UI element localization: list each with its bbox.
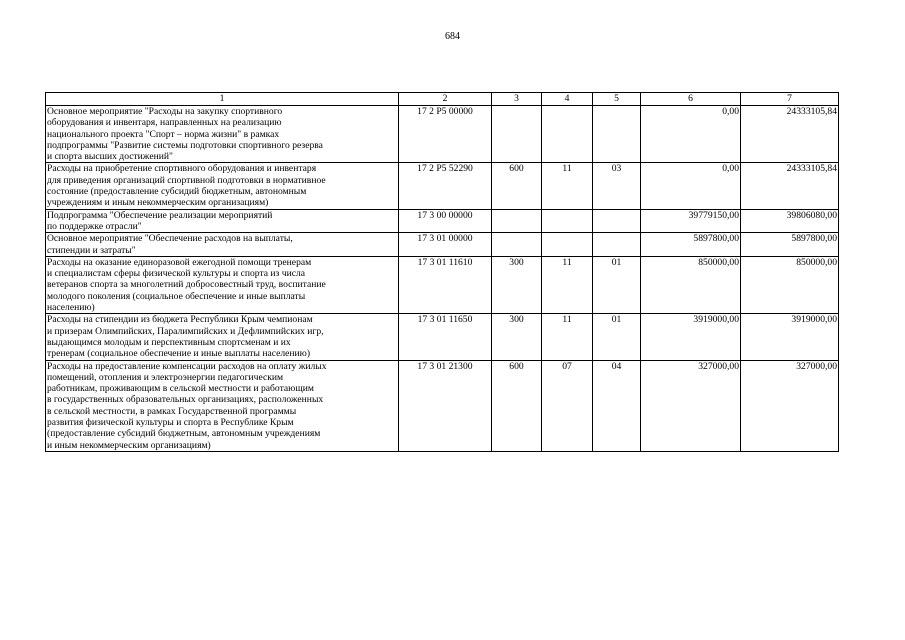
- row-section: [542, 209, 593, 233]
- row-expense-type: 600: [492, 360, 542, 451]
- header-col-7: 7: [741, 93, 839, 106]
- row-section: 07: [542, 360, 593, 451]
- row-amount-2: 327000,00: [741, 360, 839, 451]
- row-name: Основное мероприятие "Расходы на закупку спортивного оборудования и инвентаря, направленных на реализацию национального проекта "Спорт – норма жизни" в рамках подпрограммы "Развитие системы подготовки спортивного резерва и спорта высших достижений": [46, 106, 399, 163]
- row-name: Расходы на приобретение спортивного оборудования и инвентаря для приведения организаций спортивной подготовки в нормативное состояние (предоставление субсидий бюджетным, автономным учреждениям и иным некоммерческим организациям): [46, 163, 399, 209]
- budget-table: [45, 92, 839, 452]
- row-amount-2: 24333105,84: [741, 106, 839, 163]
- table-row: [46, 106, 839, 163]
- row-name: Расходы на предоставление компенсации расходов на оплату жилых помещений, отопления и электроэнергии педагогическим работникам, проживающим в сельской местности и работающим в государственных образовательных организациях, расположенных в сельской местности, в рамках Государственной программы развития физической культуры и спорта в Республике Крым (предоставление субсидий бюджетным, автономным учреждениям и иным некоммерческим организациям): [46, 360, 399, 451]
- row-expense-type: [492, 209, 542, 233]
- page-number: 684: [445, 31, 460, 42]
- row-amount-1: 0,00: [641, 163, 741, 209]
- table-row: [46, 233, 839, 257]
- row-subsection: 03: [593, 163, 641, 209]
- row-subsection: 04: [593, 360, 641, 451]
- row-amount-2: 24333105,84: [741, 163, 839, 209]
- table-row: [46, 163, 839, 209]
- row-target-code: 17 3 00 00000: [399, 209, 492, 233]
- row-expense-type: [492, 106, 542, 163]
- row-name: Основное мероприятие "Обеспечение расходов на выплаты, стипендии и затраты": [46, 233, 399, 257]
- row-name: Расходы на оказание единоразовой ежегодной помощи тренерам и специалистам сферы физической культуры и спорта из числа ветеранов спорта за многолетний добросовестный труд, воспитание молодого поколения (социальное обеспечение и иные выплаты населению): [46, 256, 399, 313]
- row-target-code: 17 3 01 00000: [399, 233, 492, 257]
- header-col-6: 6: [641, 93, 741, 106]
- row-amount-1: 0,00: [641, 106, 741, 163]
- row-target-code: 17 3 01 11610: [399, 256, 492, 313]
- header-col-5: 5: [593, 93, 641, 106]
- table-row: [46, 360, 839, 451]
- row-subsection: 01: [593, 314, 641, 360]
- row-section: [542, 106, 593, 163]
- row-expense-type: 300: [492, 314, 542, 360]
- row-amount-1: 39779150,00: [641, 209, 741, 233]
- row-section: 11: [542, 163, 593, 209]
- header-col-4: 4: [542, 93, 593, 106]
- header-row: [46, 93, 839, 106]
- row-expense-type: 600: [492, 163, 542, 209]
- row-section: 11: [542, 256, 593, 313]
- row-expense-type: [492, 233, 542, 257]
- row-target-code: 17 2 P5 52290: [399, 163, 492, 209]
- row-target-code: 17 2 P5 00000: [399, 106, 492, 163]
- table-row: [46, 256, 839, 313]
- row-amount-2: 850000,00: [741, 256, 839, 313]
- header-col-3: 3: [492, 93, 542, 106]
- row-amount-1: 327000,00: [641, 360, 741, 451]
- row-name: Подпрограмма "Обеспечение реализации мероприятий по поддержке отрасли": [46, 209, 399, 233]
- row-subsection: [593, 209, 641, 233]
- table-row: [46, 209, 839, 233]
- row-section: [542, 233, 593, 257]
- header-col-1: 1: [46, 93, 399, 106]
- row-amount-2: 39806080,00: [741, 209, 839, 233]
- row-subsection: [593, 106, 641, 163]
- row-amount-2: 3919000,00: [741, 314, 839, 360]
- row-section: 11: [542, 314, 593, 360]
- row-subsection: 01: [593, 256, 641, 313]
- row-expense-type: 300: [492, 256, 542, 313]
- table-row: [46, 314, 839, 360]
- row-amount-1: 3919000,00: [641, 314, 741, 360]
- row-target-code: 17 3 01 21300: [399, 360, 492, 451]
- header-col-2: 2: [399, 93, 492, 106]
- row-name: Расходы на стипендии из бюджета Республики Крым чемпионам и призерам Олимпийских, Паралимпийских и Дефлимпийских игр, выдающимся молодым и перспективным спортсменам и их тренерам (социальное обеспечение и иные выплаты населению): [46, 314, 399, 360]
- row-amount-2: 5897800,00: [741, 233, 839, 257]
- row-amount-1: 850000,00: [641, 256, 741, 313]
- row-amount-1: 5897800,00: [641, 233, 741, 257]
- row-target-code: 17 3 01 11650: [399, 314, 492, 360]
- row-subsection: [593, 233, 641, 257]
